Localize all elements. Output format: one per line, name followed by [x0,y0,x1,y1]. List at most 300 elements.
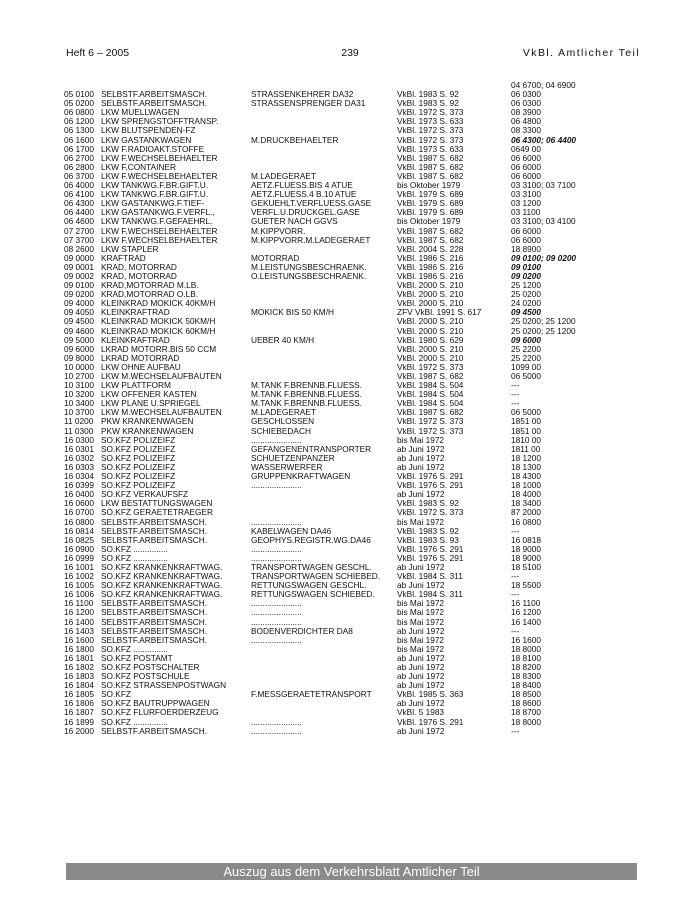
row-reference: VkBl. 1980 S. 629 [397,334,464,345]
row-new-code: --- [511,571,520,582]
row-name: SO.KFZ POLIZEIFZ [101,480,176,491]
row-reference: VkBl. 1987 S. 682 [397,407,464,418]
row-code: 10 3100 [64,380,94,391]
row-reference: VkBl. 1983 S. 92 [397,89,459,100]
row-new-code: 1810 00 [511,434,541,445]
row-new-code: 25 2200 [511,343,541,354]
row-reference: VkBl. 1972 S. 373 [397,134,464,145]
row-new-code: 08 3300 [511,125,541,136]
row-name: LKW M.WECHSELAUFBAUTEN [101,407,222,418]
row-reference: VkBl. 1984 S. 504 [397,389,464,400]
row-new-code: --- [511,525,520,536]
row-description: GEFANGENENTRANSPORTER [251,443,372,454]
row-name: LKW F.WECHSELBEHAELTER [101,234,218,245]
row-code: 06 4000 [64,180,94,191]
row-name: KLEINKRAD MOKICK 40KM/H [101,298,216,309]
row-new-code: 18 9000 [511,543,541,554]
page-number: 239 [341,47,359,59]
row-code: 16 0400 [64,489,94,500]
row-reference: bis Mai 1972 [397,643,445,654]
row-name: SO.KFZ POLIZEIFZ [101,461,176,472]
row-new-code: --- [511,380,520,391]
row-reference: bis Mai 1972 [397,516,445,527]
row-reference: bis Mai 1972 [397,634,445,645]
row-reference: ab Juni 1972 [397,561,445,572]
row-name: SO.KFZ STRASSENPOSTWAGN [101,680,227,691]
row-reference: VkBl. 1983 S. 92 [397,98,459,109]
row-name: KRAFTRAD [101,252,146,263]
row-new-code: 06 6000 [511,152,541,163]
row-name: SO.KFZ VERKAUFSFZ [101,489,189,500]
row-code: 16 1002 [64,571,94,582]
row-reference: VkBl. 1979 S. 689 [397,189,464,200]
row-reference: VkBl. 1976 S. 291 [397,480,464,491]
row-new-code: 03 1200 [511,198,541,209]
row-name: KLEINKRAD MOKICK 50KM/H [101,316,216,327]
row-new-code: 25 0200 [511,289,541,300]
row-reference: bis Oktober 1979 [397,180,461,191]
row-code: 09 4000 [64,298,94,309]
row-description: M.LADEGERAET [251,170,317,181]
row-description: WASSERWERFER [251,461,323,472]
row-new-code: 18 4300 [511,471,541,482]
issue-label: Heft 6 – 2005 [66,47,130,59]
row-new-code: 18 8400 [511,680,541,691]
row-new-code: 06 0300 [511,89,541,100]
row-description: ...................... [251,543,302,554]
row-name: KRAD,MOTORRAD M.LB. [101,280,199,291]
row-code: 06 1200 [64,116,94,127]
row-new-code: 0649 00 [511,143,541,154]
row-code: 10 3200 [64,389,94,400]
row-name: LKW F.RADIOAKT.STOFFE [101,143,205,154]
row-code: 16 1899 [64,716,94,727]
row-code: 16 1806 [64,698,94,709]
row-name: LKW M.WECHSELAUFBAUTEN [101,371,222,381]
row-reference: bis Mai 1972 [397,607,445,618]
row-name: KRAD,MOTORRAD O.LB. [101,289,199,300]
row-description: ...................... [251,616,302,627]
row-description: AETZ.FLUESS.BIS 4 ATUE [251,180,353,191]
row-code: 06 2800 [64,161,94,172]
row-reference: VkBl. 2000 S. 210 [397,352,464,363]
row-reference: VkBl. 1979 S. 689 [397,198,464,209]
row-code: 16 1100 [64,598,94,609]
row-code: 16 1804 [64,680,94,691]
row-reference: VkBl. 1976 S. 291 [397,471,464,482]
row-reference: VkBl. 1984 S. 311 [397,589,463,600]
row-code: 08 2600 [64,243,94,254]
row-new-code: 25 0200; 25 1200 [511,316,576,327]
row-code: 16 0900 [64,543,94,554]
row-description: ...................... [251,480,302,491]
vehicle-code-table [64,81,654,736]
row-new-code: 06 6000 [511,225,541,236]
row-name: KLEINKRAD MOKICK 60KM/H [101,325,216,336]
row-description: ...................... [251,634,302,645]
row-code: 16 0303 [64,461,94,472]
row-reference: VkBl. 2000 S. 210 [397,298,464,309]
row-name: SO.KFZ KRANKENKRAFTWAG. [101,589,223,600]
row-reference: VkBl. 1986 S. 216 [397,252,464,263]
row-code: 09 6000 [64,343,94,354]
row-new-code: 06 6000 [511,170,541,181]
row-new-code: 25 2200 [511,352,541,363]
row-reference: ab Juni 1972 [397,698,445,709]
row-name: SO.KFZ POLIZEIFZ [101,471,176,482]
row-code: 06 2700 [64,152,94,163]
row-reference: VkBl. 1976 S. 291 [397,716,464,727]
row-description: O.LEISTUNGSBESCHRAENK. [251,270,367,281]
row-reference: ab Juni 1972 [397,680,445,691]
row-new-code: 06 6000 [511,161,541,172]
row-reference: VkBl. 1976 S. 291 [397,552,464,563]
row-description: SCHUETZENPANZER [251,452,335,463]
row-new-code: 18 1200 [511,452,541,463]
row-name: PKW KRANKENWAGEN [101,416,194,427]
row-name: SO.KFZ KRANKENKRAFTWAG. [101,571,223,582]
row-description: ...................... [251,607,302,618]
row-code: 06 1600 [64,134,94,145]
row-description: TRANSPORTWAGEN GESCHL. [251,561,372,572]
row-reference: ab Juni 1972 [397,461,445,472]
row-description: F.MESSGERAETETRANSPORT [251,689,372,700]
row-code: 16 1001 [64,561,94,572]
row-new-code: 09 0200 [511,270,541,281]
row-name: SO.KFZ ............... [101,716,168,727]
row-code: 16 1800 [64,643,94,654]
row-code: 09 5000 [64,334,94,345]
row-new-code: 18 8500 [511,689,541,700]
row-code: 09 0000 [64,252,94,263]
row-new-code: 18 9000 [511,552,541,563]
row-description: M.KIPPVORR. [251,225,306,236]
row-name: SO.KFZ ............... [101,643,168,654]
row-reference: VkBl. 2000 S. 210 [397,289,464,300]
row-reference: VkBl. 2000 S. 210 [397,280,464,291]
row-code: 09 4050 [64,307,94,318]
row-description: ...................... [251,716,302,727]
row-code: 16 1801 [64,652,94,663]
row-description: RETTUNGSWAGEN SCHIEBED. [251,589,375,600]
row-new-code: 09 0100; 09 0200 [511,252,577,263]
row-new-code: 25 1200 [511,280,541,291]
row-reference: VkBl. 1983 S. 92 [397,498,459,509]
row-new-code: 18 8600 [511,698,541,709]
row-reference: VkBl. 1984 S. 311 [397,571,463,582]
row-new-code: 06 4800 [511,116,541,127]
row-description: UEBER 40 KM/H [251,334,315,345]
row-description: STRASSENSPRENGER DA31 [251,98,366,109]
row-name: SELBSTF.ARBEITSMASCH. [101,634,208,645]
row-new-code: 1099 00 [511,361,541,372]
row-name: SELBSTF.ARBEITSMASCH. [101,516,208,527]
row-new-code: 03 3100; 03 4100 [511,216,576,227]
row-name: SO.KFZ KRANKENKRAFTWAG. [101,561,223,572]
row-new-code: 16 1400 [511,616,541,627]
row-name: SELBSTF.ARBEITSMASCH. [101,616,208,627]
row-name: LKW GASTANKWG.F.VERFL., [101,207,215,218]
row-new-code: 18 8300 [511,671,541,682]
row-name: LKW PLATTFORM [101,380,171,391]
row-name: SO.KFZ BAUTRUPPWAGEN [101,698,210,709]
row-reference: ab Juni 1972 [397,443,445,454]
row-description: STRASSENKEHRER DA32 [251,89,354,100]
row-reference: ab Juni 1972 [397,652,445,663]
row-new-code: 06 4300; 06 4400 [511,134,577,145]
row-reference: VkBl. 1987 S. 682 [397,225,464,236]
row-new-code: 18 5100 [511,561,541,572]
row-description: M.TANK F.BRENNB.FLUESS. [251,389,362,400]
row-code: 06 0800 [64,107,94,118]
row-reference: VkBl. 2000 S. 210 [397,343,464,354]
row-name: LKW OFFENER KASTEN [101,389,197,400]
row-name: LKRAD MOTORRAD [101,352,180,363]
row-new-code: 03 3100 [511,189,541,200]
row-reference: ZFV VkBl. 1991 S. 617 [397,307,482,318]
row-new-code: 25 0200; 25 1200 [511,325,576,336]
row-name: SELBSTF.ARBEITSMASCH. [101,98,208,109]
row-code: 16 0814 [64,525,94,536]
row-name: SO.KFZ POLIZEIFZ [101,452,176,463]
row-code: 16 0999 [64,552,94,563]
row-new-code: 18 8700 [511,707,541,718]
row-code: 06 3700 [64,170,94,181]
row-reference: VkBl. 2004 S. 228 [397,243,464,254]
row-reference: VkBl. 1979 S. 689 [397,207,464,218]
row-code: 05 0100 [64,89,94,100]
row-name: SELBSTF.ARBEITSMASCH. [101,525,208,536]
row-code: 09 0200 [64,289,94,300]
row-code: 16 1805 [64,689,94,700]
row-reference: VkBl. 1987 S. 682 [397,234,464,245]
row-reference: VkBl. 2000 S. 210 [397,325,464,336]
row-name: SO.KFZ POSTAMT [101,652,173,663]
row-code: 16 0399 [64,480,94,491]
row-new-code: 16 1100 [511,598,541,609]
row-reference: ab Juni 1972 [397,662,445,672]
row-reference: VkBl. 1973 S. 633 [397,116,464,127]
row-description: M.LEISTUNGSBESCHRAENK. [251,261,367,272]
row-reference: ab Juni 1972 [397,452,445,463]
row-name: LKRAD MOTORR.BIS 50 CCM [101,343,217,354]
row-name: LKW TANKWG.F.GEFAEHRL. [101,216,213,227]
row-name: LKW F.WECHSELBEHAELTER [101,152,218,163]
row-code: 16 1807 [64,707,94,718]
row-reference: bis Mai 1972 [397,598,445,609]
row-code: 09 8000 [64,352,94,363]
row-description: BODENVERDICHTER DA8 [251,625,353,636]
row-code: 05 0200 [64,98,94,109]
row-name: SELBSTF.ARBEITSMASCH. [101,598,208,609]
row-new-code: --- [511,589,520,600]
row-code: 10 3400 [64,398,94,409]
row-code: 09 0002 [64,270,94,281]
row-code: 16 0302 [64,452,94,463]
row-description: GRUPPENKRAFTWAGEN [251,471,351,482]
row-name: KRAD, MOTORRAD [101,270,177,281]
row-code: 10 3700 [64,407,94,418]
row-code: 16 0600 [64,498,94,509]
row-name: SO.KFZ POSTSCHULE [101,671,190,682]
publication-title: VkBl. Amtlicher Teil [522,47,640,59]
row-code: 06 4400 [64,207,94,218]
table-row [64,727,654,736]
row-name: LKW F.WECHSELBEHAELTER [101,225,218,236]
row-name: LKW PLANE U.SPRIEGEL [101,398,201,409]
row-name: SO.KFZ FLURFOERDERZEUG [101,707,219,718]
row-code: 06 1300 [64,125,94,136]
row-reference: VkBl. 1983 S. 93 [397,534,459,545]
row-reference: VkBl. 2000 S. 210 [397,316,464,327]
row-name: SO.KFZ KRANKENKRAFTWAG. [101,580,223,591]
footer-banner: Auszug aus dem Verkehrsblatt Amtlicher Teil [66,863,637,880]
row-new-code: 18 8900 [511,243,541,254]
row-reference: VkBl. 1972 S. 373 [397,125,464,136]
row-code: 09 0001 [64,261,94,272]
row-new-code: 09 4500 [511,307,541,318]
row-name: LKW GASTANKWG.F.TIEF- [101,198,205,209]
row-new-code: 06 6000 [511,234,541,245]
row-new-code: 06 5000 [511,407,541,418]
row-code: 16 1803 [64,671,94,682]
row-reference: bis Mai 1972 [397,434,445,445]
row-name: SELBSTF.ARBEITSMASCH. [101,607,208,618]
row-reference: VkBl. 1987 S. 682 [397,152,464,163]
row-new-code: 87 2000 [511,507,541,518]
row-code: 16 0825 [64,534,94,545]
row-description: GUETER NACH GGVS [251,216,338,227]
row-new-code: 24 0200 [511,298,541,309]
row-description: KABELWAGEN DA46 [251,525,332,536]
row-code: 16 0301 [64,443,94,454]
row-new-code: 08 3900 [511,107,541,118]
row-description: GESCHLOSSEN [251,416,315,427]
row-new-code: 18 4000 [511,489,541,500]
row-reference: VkBl. 1972 S. 373 [397,507,464,518]
row-name: LKW F.CONTAINER [101,161,176,172]
row-description: GEOPHYS.REGISTR.WG.DA46 [251,534,371,545]
row-new-code: 18 1300 [511,461,541,472]
row-reference: ab Juni 1972 [397,625,445,636]
row-reference: VkBl. 1986 S. 216 [397,270,464,281]
row-code: 16 0800 [64,516,94,527]
row-code: 16 1005 [64,580,94,591]
row-new-code: 18 8100 [511,652,541,663]
row-code: 11 0200 [64,416,94,427]
row-name: LKW STAPLER [101,243,159,254]
row-code: 16 0304 [64,471,94,482]
row-new-code: 03 3100; 03 7100 [511,180,576,191]
row-code: 16 1400 [64,616,94,627]
row-reference: VkBl. 1984 S. 504 [397,398,464,409]
row-reference: ab Juni 1972 [397,671,445,682]
row-name: LKW MUELLWAGEN [101,107,180,118]
row-new-code: 18 8000 [511,643,541,654]
row-name: LKW OHNE AUFBAU [101,361,181,372]
row-reference: VkBl. 1986 S. 216 [397,261,464,272]
row-reference: VkBl. 1987 S. 682 [397,170,464,181]
row-name: SO.KFZ GERAETETRAEGER [101,507,214,518]
row-new-code: 16 1600 [511,634,541,645]
row-new-code: 16 1200 [511,607,541,618]
row-description: ...................... [251,725,302,736]
row-new-code: 16 0818 [511,534,541,545]
row-description: ...................... [251,598,302,609]
row-name: SO.KFZ [101,689,131,700]
row-new-code: 18 3400 [511,498,541,509]
row-code: 10 0000 [64,361,94,372]
row-description: M.DRUCKBEHAELTER [251,134,339,145]
row-code: 06 4600 [64,216,94,227]
row-name: LKW SPRENGSTOFFTRANSP. [101,116,219,127]
row-new-code: 18 8000 [511,716,541,727]
row-name: KRAD, MOTORRAD [101,261,177,272]
row-description: M.TANK F.BRENNB.FLUESS. [251,398,362,409]
row-new-code: 04 6700; 04 6900 [511,80,576,90]
row-name: LKW F.WECHSELBEHAELTER [101,170,218,181]
row-description: AETZ.FLUESS.4 B.10 ATUE [251,189,357,200]
row-code: 06 4300 [64,198,94,209]
row-new-code: 16 0800 [511,516,541,527]
row-code: 06 4100 [64,189,94,200]
row-new-code: 06 0300 [511,98,541,109]
row-code: 09 4600 [64,325,94,336]
row-name: SELBSTF.ARBEITSMASCH. [101,534,208,545]
row-description: GEKUEHLT.VERFLUESS.GASE [251,198,372,209]
row-description: RETTUNGSWAGEN GESCHL. [251,580,367,591]
row-description: MOKICK BIS 50 KM/H [251,307,334,318]
row-code: 10 2700 [64,371,94,381]
row-code: 06 1700 [64,143,94,154]
row-new-code: --- [511,389,520,400]
row-description: M.KIPPVORR.M.LADEGERAET [251,234,371,245]
row-description: TRANSPORTWAGEN SCHIEBED. [251,571,381,582]
row-new-code: 1851 00 [511,425,541,436]
row-name: SELBSTF.ARBEITSMASCH. [101,89,208,100]
row-description: M.LADEGERAET [251,407,317,418]
row-description: ...................... [251,552,302,563]
row-reference: bis Mai 1972 [397,616,445,627]
row-code: 11 0300 [64,425,94,436]
row-new-code: 09 0100 [511,261,541,272]
row-reference: ab Juni 1972 [397,580,445,591]
row-code: 16 1403 [64,625,94,636]
row-code: 16 0700 [64,507,94,518]
row-new-code: 03 1100 [511,207,541,218]
row-reference: VkBl. 1973 S. 633 [397,143,464,154]
row-description: M.TANK F.BRENNB.FLUESS. [251,380,362,391]
row-name: LKW BLUTSPENDEN-FZ [101,125,196,136]
row-description: ...................... [251,516,302,527]
row-name: SO.KFZ POLIZEIFZ [101,443,176,454]
row-name: KLEINKRAFTRAD [101,334,170,345]
row-reference: ab Juni 1972 [397,489,445,500]
row-new-code: 18 8200 [511,662,541,672]
row-reference: VkBl. 1976 S. 291 [397,543,464,554]
row-name: SO.KFZ ............... [101,552,168,563]
row-new-code: 18 1000 [511,480,541,491]
row-name: LKW TANKWG.F.BR.GIFT.U. [101,189,209,200]
row-code: 16 1006 [64,589,94,600]
row-code: 09 4500 [64,316,94,327]
row-code: 09 0100 [64,280,94,291]
row-code: 16 0300 [64,434,94,445]
row-name: PKW KRANKENWAGEN [101,425,194,436]
row-reference: VkBl. 1972 S. 373 [397,361,464,372]
row-description: VERFL.U.DRUCKGEL.GASE [251,207,360,218]
row-new-code: --- [511,625,520,636]
